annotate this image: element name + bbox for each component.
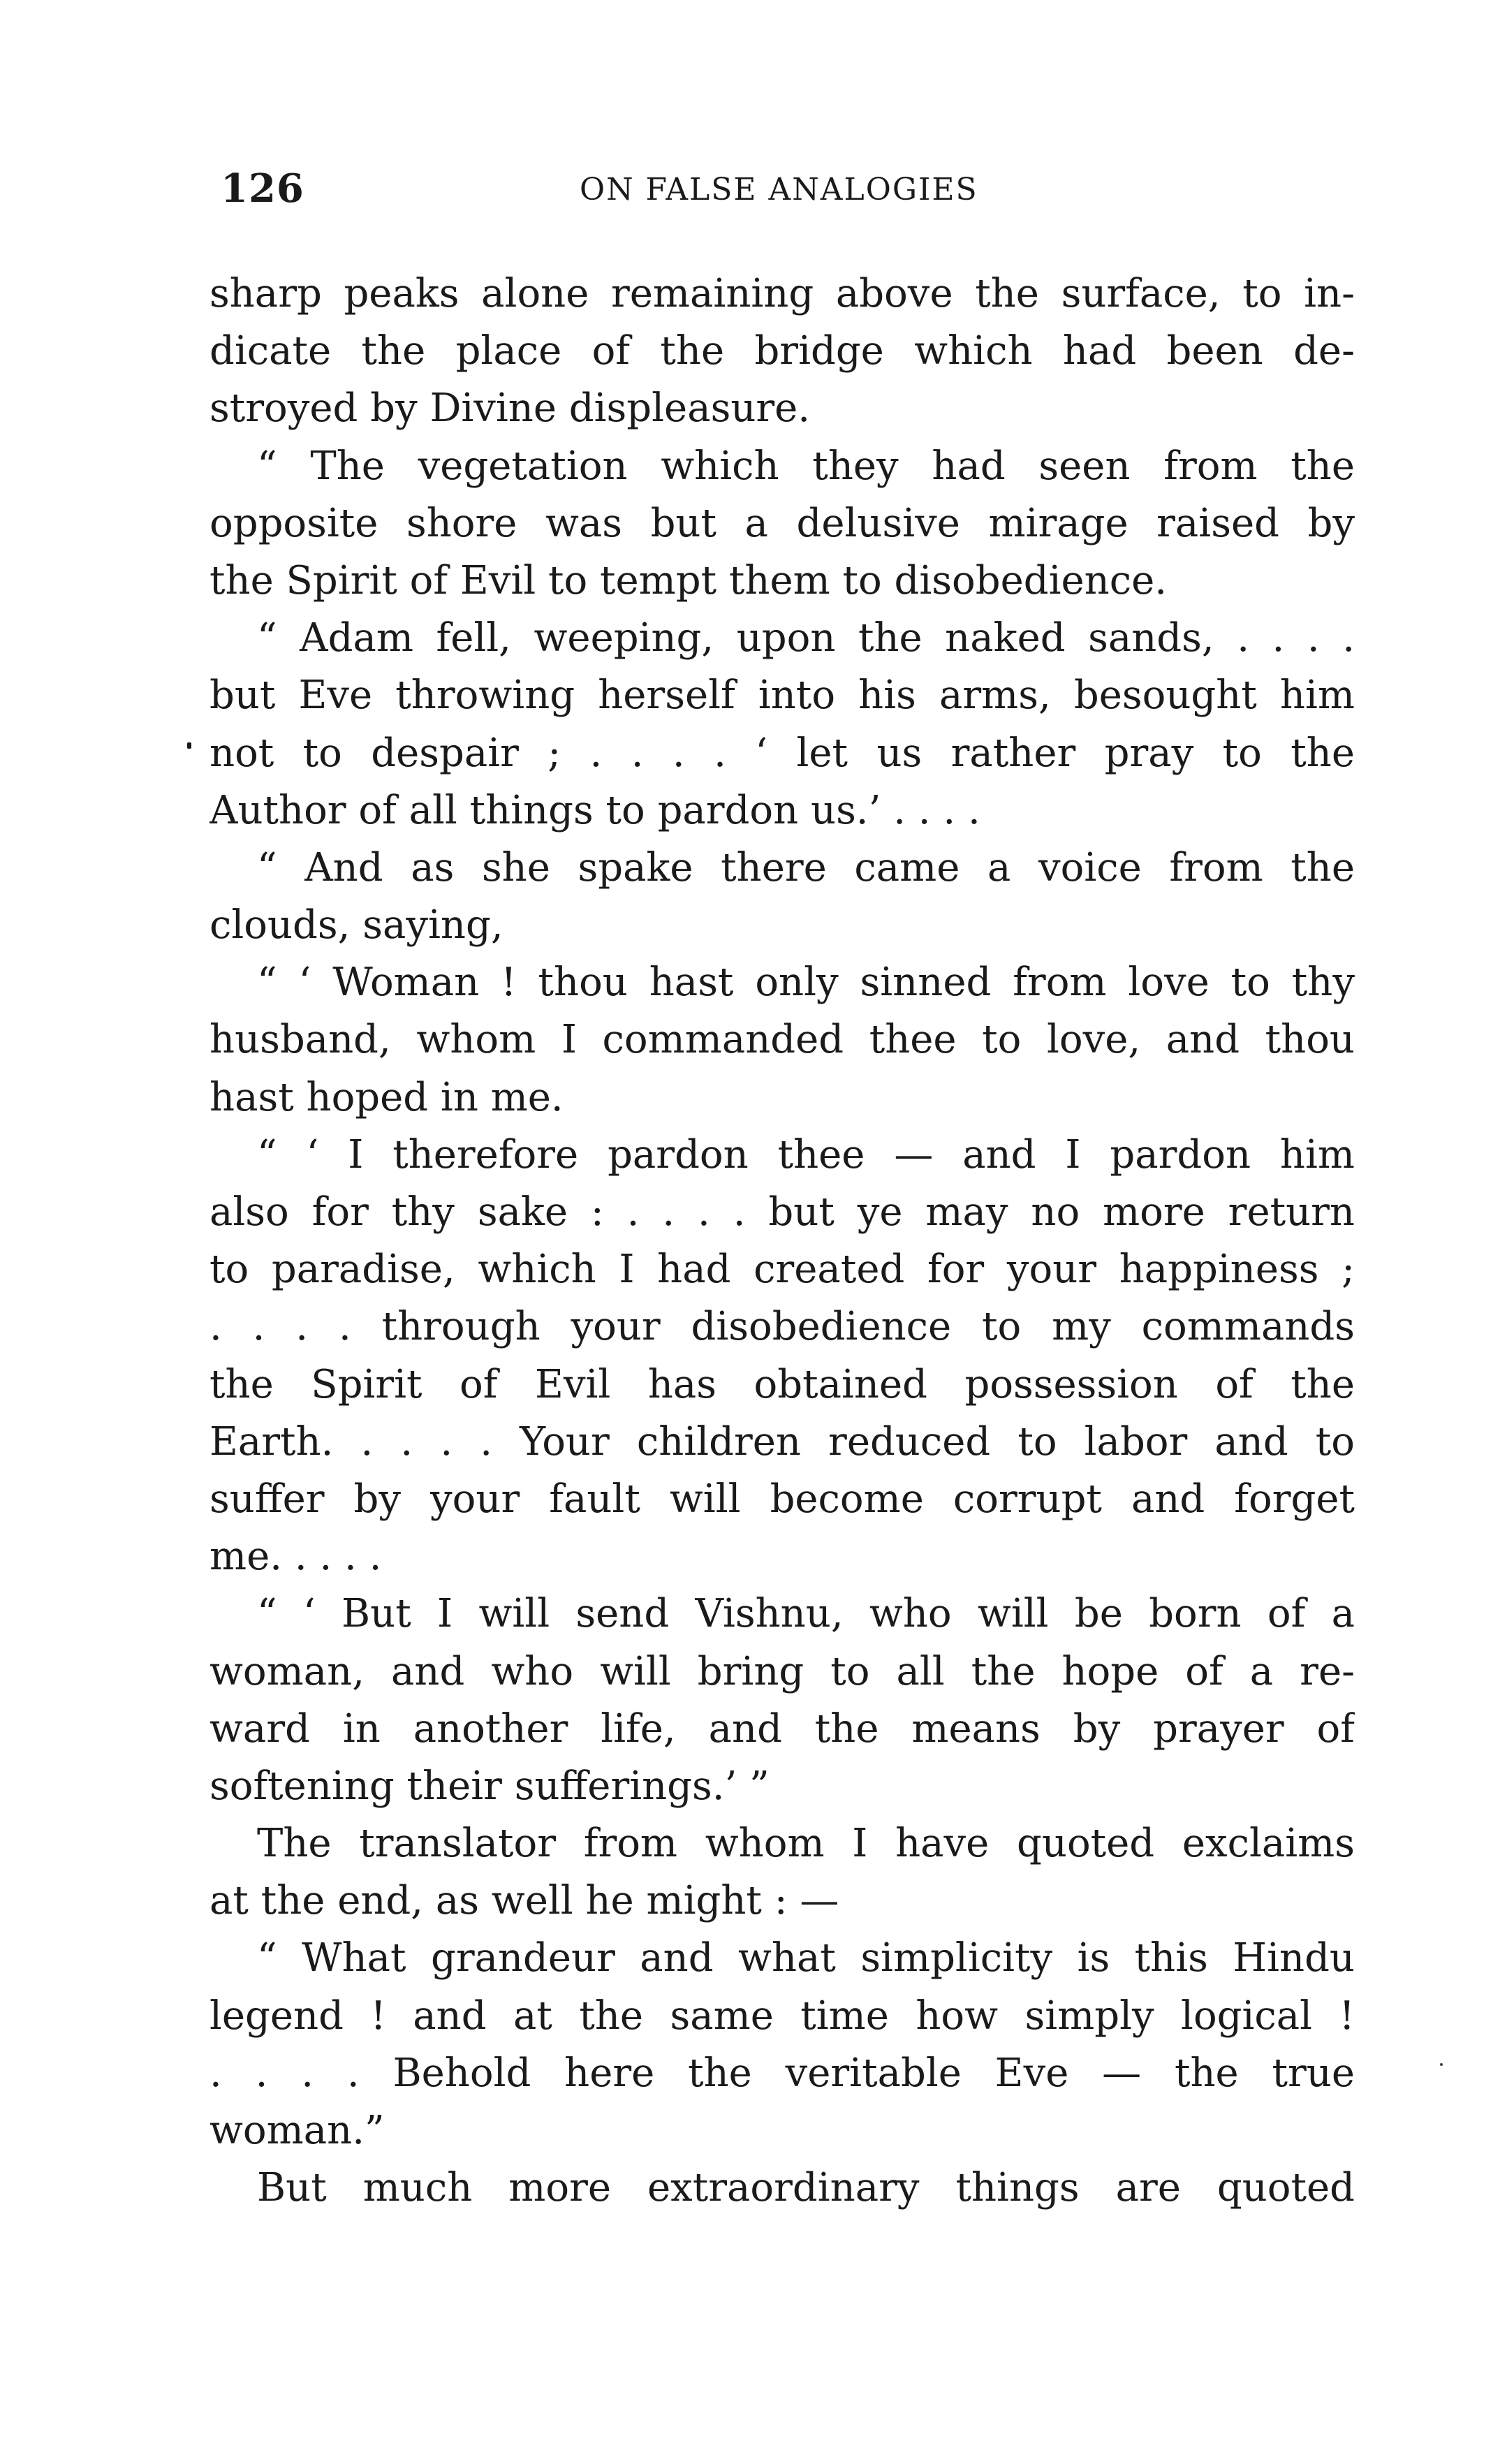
text-line: . . . . Behold here the veritable Eve — the true [209,2050,1355,2096]
text-line: “ What grandeur and what simplicity is this Hindu [257,1935,1355,1981]
text-line: woman, and who will bring to all the hope of a re- [209,1648,1355,1694]
text-line: clouds, saying, [209,902,503,948]
text-line: softening their sufferings.’ ” [209,1763,770,1809]
text-line: the Spirit of Evil has obtained possession of the [209,1361,1355,1407]
text-line: “ The vegetation which they had seen from the [257,443,1355,489]
page-number: 126 [221,166,304,212]
text-line: hast hoped in me. [209,1074,564,1120]
text-line: also for thy sake : . . . . but ye may no more return [209,1189,1355,1235]
text-line: the Spirit of Evil to tempt them to disobedience. [209,557,1168,603]
text-line: sharp peaks alone remaining above the surface, to in- [209,271,1355,316]
text-line: but Eve throwing herself into his arms, besought him [209,673,1355,719]
text-line: opposite shore was but a delusive mirage raised by [209,500,1355,546]
text-line: me. . . . . [209,1534,382,1580]
text-line: not to despair ; . . . . ‘ let us rather pray to the [209,730,1355,776]
text-line: suffer by your fault will become corrupt and forget [209,1476,1355,1522]
text-line: “ ‘ Woman ! thou hast only sinned from love to thy [257,960,1355,1006]
print-speck [187,742,191,749]
text-line: woman.” [209,2108,385,2153]
text-line: Author of all things to pardon us.’ . . . . [209,787,980,833]
running-head: ON FALSE ANALOGIES [580,172,978,207]
text-line: But much more extraordinary things are quoted [257,2165,1355,2211]
text-line: “ Adam fell, weeping, upon the naked sands, . . . . [257,615,1355,661]
body-text [209,265,1355,2217]
text-line: at the end, as well he might : — [209,1878,839,1924]
text-line: ward in another life, and the means by prayer of [209,1706,1355,1752]
print-speck [1440,2063,1443,2066]
text-line: dicate the place of the bridge which had been de- [209,328,1355,374]
text-line: Earth. . . . . Your children reduced to labor and to [209,1418,1355,1465]
text-line: The translator from whom I have quoted exclaims [257,1821,1355,1867]
text-line: . . . . through your disobedience to my commands [209,1304,1355,1350]
text-line: to paradise, which I had created for your happiness ; [209,1247,1355,1293]
text-line: husband, whom I commanded thee to love, and thou [209,1017,1355,1063]
text-line: legend ! and at the same time how simply logical ! [209,1993,1355,2039]
text-line: stroyed by Divine displeasure. [209,386,811,432]
text-line: “ ‘ I therefore pardon thee — and I pardon him [257,1131,1355,1178]
text-line: “ And as she spake there came a voice from the [257,844,1355,890]
page-header [209,157,1355,220]
text-line: “ ‘ But I will send Vishnu, who will be born of a [257,1591,1355,1637]
